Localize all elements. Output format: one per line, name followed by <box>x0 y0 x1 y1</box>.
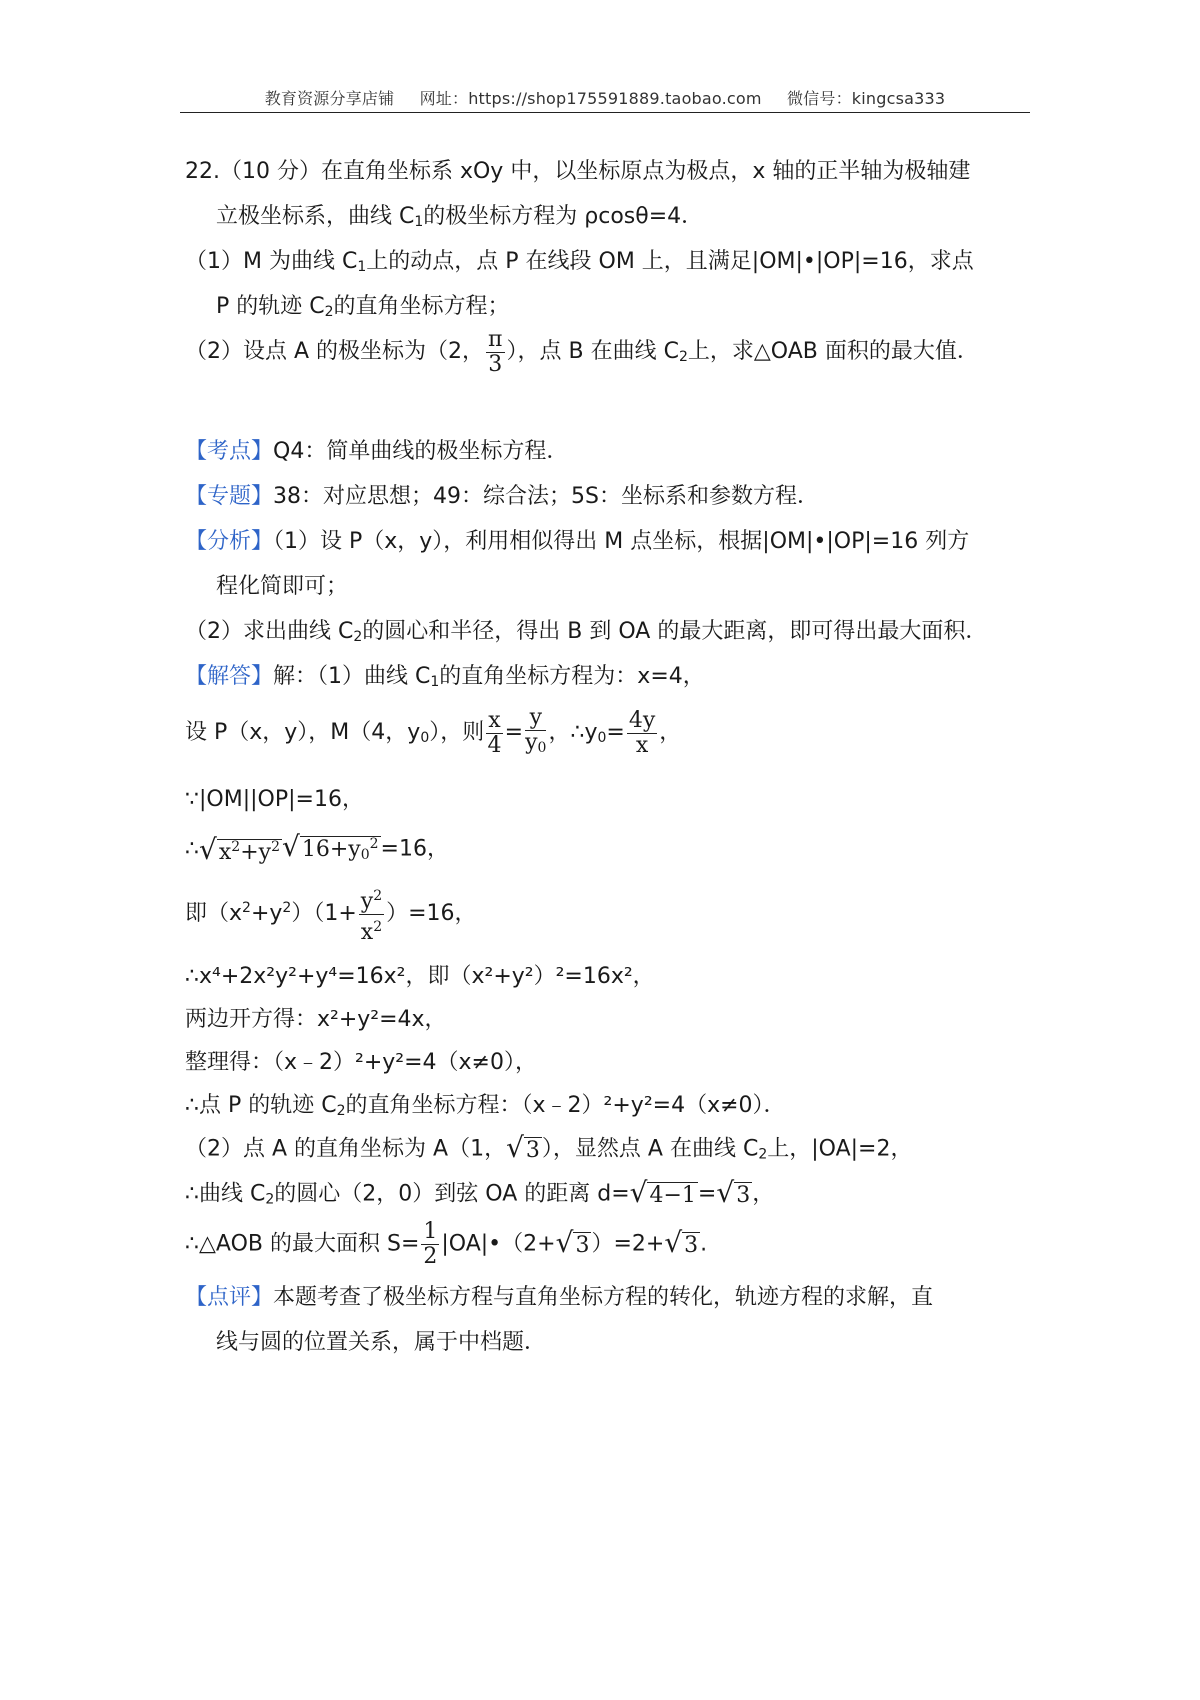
sqrt-4-minus-1: √4−1 <box>629 1176 696 1209</box>
problem-q2: （2）设点 A 的极坐标为（2， $\frac{\pi}{3}$ ），点 B 在曲线 $C_2$上，求△OAB 面积的最大值． <box>185 326 979 377</box>
zhuanti-tag: 【专题】 <box>185 484 274 509</box>
jieda-line4: $\therefore√x^2+y^2√16+y_0^2=16$， <box>185 820 449 879</box>
kaodian-tag: 【考点】 <box>185 439 274 464</box>
fraction-y-over-y0: $\frac{y}{y_0}$ <box>525 705 547 756</box>
header-rule <box>180 112 1030 113</box>
header-wechat: 微信号：kingcsa333 <box>786 89 946 108</box>
jieda-line2: 设 P（x，y），M（4，$y_0$），则 $\frac{x}{4}$ = $\frac{y}{y_0}$ ，$\therefore y_0=$ $\frac{4y}{x}$ ， <box>185 705 681 766</box>
problem-q1-line1: （1）M 为曲线 $C_1$上的动点，点 P 在线段 OM 上，且满足|OM|•|OP|=16，求点 <box>185 249 974 275</box>
jieda-line6: ∴x⁴+2x²y²+y⁴=16x²，即（x²+y²）²=16x²， <box>185 964 655 989</box>
zhuanti-line: 【专题】38：对应思想；49：综合法；5S：坐标系和参数方程． <box>185 484 819 509</box>
problem-stem-line1: 22.（10 分）在直角坐标系 xOy 中，以坐标原点为极点，x 轴的正半轴为极轴建 <box>185 159 971 184</box>
jieda-line7: 两边开方得：x²+y²=4x， <box>185 1007 447 1032</box>
kaodian-line: 【考点】Q4：简单曲线的极坐标方程． <box>185 439 569 464</box>
problem-q1-line2: P 的轨迹 $C_2$的直角坐标方程； <box>216 294 510 320</box>
sqrt-3-c: √3 <box>555 1226 590 1259</box>
dianping-tag: 【点评】 <box>185 1285 274 1310</box>
sqrt-x2-plus-y2: $√x^2+y^2$ <box>199 832 280 866</box>
jieda-line9: ∴点 P 的轨迹 $C_2$的直角坐标方程：（x﹣2）²+y²=4（x≠0）． <box>185 1093 786 1119</box>
fenxi-line2: 程化简即可； <box>216 574 349 599</box>
sqrt-16-plus-y0-squared: $√16+y_0^2$ <box>281 830 379 863</box>
jieda-line11: ∴曲线 $C_2$的圆心（2，0）到弦 OA 的距离 d=√4−1=√3， <box>185 1176 775 1209</box>
sqrt-3-d: √3 <box>664 1226 699 1259</box>
fraction-y2-over-x2: $\frac{y^2}{x^2}$ <box>359 884 384 945</box>
header-shop: 教育资源分享店铺 <box>264 89 395 108</box>
jieda-line12: ∴△AOB 的最大面积 S= $\frac{1}{2}$ |OA|•（2+√3）=2+√3. <box>185 1215 707 1274</box>
jieda-line8: 整理得：（x﹣2）²+y²=4（x≠0）， <box>185 1050 537 1075</box>
jieda-line5: 即$(x^2+y^2)(1+$ $\frac{y^2}{x^2}$ ）=16， <box>185 878 477 945</box>
dianping-line1: 【点评】本题考查了极坐标方程与直角坐标方程的转化，轨迹方程的求解，直 <box>185 1285 934 1310</box>
jieda-line10: （2）点 A 的直角坐标为 A（1，√3），显然点 A 在曲线 $C_2$上，|OA|=2， <box>185 1131 913 1164</box>
fenxi-line3: （2）求出曲线 $C_2$的圆心和半径，得出 B 到 OA 的最大距离，即可得出最大面积． <box>185 619 988 645</box>
dianping-line2: 线与圆的位置关系，属于中档题． <box>216 1330 547 1355</box>
problem-stem-line2: 立极坐标系，曲线 $C_1$的极坐标方程为 ρcosθ=4． <box>216 204 704 230</box>
header-site: 网址：https://shop175591889.taobao.com <box>419 89 762 108</box>
sqrt-3-b: √3 <box>716 1176 751 1209</box>
fraction-4y-over-x: $\frac{4y}{x}$ <box>628 707 656 758</box>
page-header <box>180 86 1030 109</box>
jieda-tag: 【解答】 <box>185 664 274 689</box>
jieda-line3: ∵|OM||OP|=16， <box>185 787 364 812</box>
jieda-line1: 【解答】解：（1）曲线 $C_1$的直角坐标方程为：x=4， <box>185 664 705 690</box>
fraction-1-over-2: $\frac{1}{2}$ <box>423 1219 438 1269</box>
fenxi-line1: 【分析】（1）设 P（x，y），利用相似得出 M 点坐标，根据|OM|•|OP|=16 列方 <box>185 529 970 554</box>
fraction-x-over-4: $\frac{x}{4}$ <box>487 707 502 758</box>
fraction-pi-over-3: $\frac{\pi}{3}$ <box>488 326 503 377</box>
sqrt-3-a: √3 <box>506 1131 540 1164</box>
fenxi-tag: 【分析】 <box>185 529 274 554</box>
